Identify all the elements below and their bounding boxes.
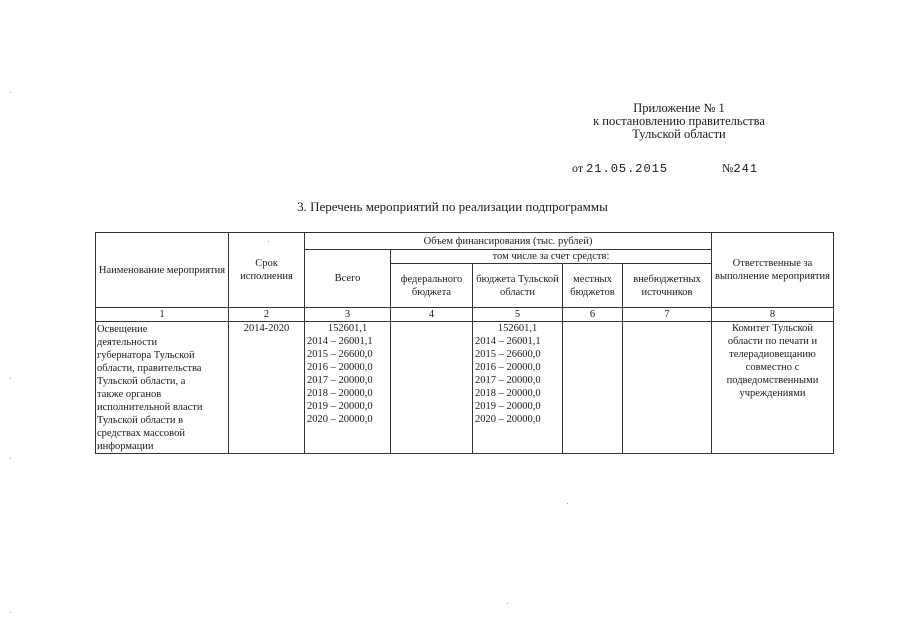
- regional-line: 2019 – 20000,0: [475, 401, 541, 412]
- decree-date: 21.05.2015: [586, 162, 669, 176]
- responsible-line: области по печати и: [727, 336, 818, 347]
- header-regional: бюджета Тульской области: [473, 264, 563, 308]
- total-line: 2016 – 20000,0: [307, 362, 373, 373]
- regional-line: 2017 – 20000,0: [475, 375, 541, 386]
- responsible-cell: [712, 322, 834, 454]
- regional-line: 152601,1: [497, 323, 538, 334]
- header-name: Наименование мероприятия: [96, 233, 229, 308]
- column-number-row: [96, 308, 834, 322]
- local-cell: [563, 322, 623, 454]
- total-line: 2015 – 26600,0: [307, 349, 373, 360]
- activity-name-cell: [96, 322, 229, 454]
- activity-name-line: также органов: [97, 389, 162, 400]
- scan-speck: [10, 458, 11, 459]
- total-line: 2017 – 20000,0: [307, 375, 373, 386]
- document-title: 3. Перечень мероприятий по реализации подпрограммы: [297, 199, 608, 214]
- offbudget-cell: [623, 322, 712, 454]
- scan-speck: [10, 612, 11, 613]
- responsible-line: телерадиовещанию: [729, 349, 816, 360]
- header-federal: федерального бюджета: [391, 264, 473, 308]
- regional-cell: [473, 322, 563, 454]
- scan-speck: [10, 378, 11, 379]
- header-responsible: Ответственные за выполнение мероприятия: [712, 233, 834, 308]
- activity-name-line: губернатора Тульской: [97, 350, 195, 361]
- appendix-line-1: Приложение № 1: [633, 101, 725, 115]
- activity-name-line: исполнительной власти: [97, 402, 203, 413]
- appendix-header: [548, 102, 810, 141]
- column-number: 5: [473, 308, 563, 322]
- regional-line: 2016 – 20000,0: [475, 362, 541, 373]
- appendix-line-3: Тульской области: [632, 127, 726, 141]
- column-number: 8: [712, 308, 834, 322]
- scan-speck: [507, 603, 508, 604]
- regional-line: 2018 – 20000,0: [475, 388, 541, 399]
- activity-name-line: Освещение: [97, 324, 148, 335]
- scan-speck: [567, 503, 568, 504]
- regional-line: 2020 – 20000,0: [475, 414, 541, 425]
- header-including: том числе за счет средств:: [391, 250, 712, 264]
- column-number: 2: [229, 308, 305, 322]
- responsible-line: подведомственными: [726, 375, 819, 386]
- total-cell: [305, 322, 391, 454]
- responsible-line: Комитет Тульской: [731, 323, 814, 334]
- responsible-line: совместно с: [745, 362, 800, 373]
- activities-table: [95, 232, 834, 454]
- decree-number: 241: [733, 162, 759, 176]
- number-sign: №: [722, 161, 734, 175]
- scan-speck: [10, 92, 11, 93]
- total-line: 2014 – 26001,1: [307, 336, 373, 347]
- header-offbudget: внебюджетных источников: [623, 264, 712, 308]
- activity-name-line: Тульской области в: [97, 415, 184, 426]
- regional-line: 2014 – 26001,1: [475, 336, 541, 347]
- header-term: Срок исполнения: [229, 233, 305, 308]
- term-cell: 2014-2020: [229, 322, 305, 454]
- table-row: [96, 322, 834, 454]
- header-total: Всего: [305, 250, 391, 308]
- appendix-line-2: к постановлению правительства: [593, 114, 765, 128]
- total-line: 2019 – 20000,0: [307, 401, 373, 412]
- column-number: 7: [623, 308, 712, 322]
- column-number: 1: [96, 308, 229, 322]
- column-number: 4: [391, 308, 473, 322]
- activity-name-line: области, правительства: [97, 363, 202, 374]
- column-number: 6: [563, 308, 623, 322]
- header-local: местных бюджетов: [563, 264, 623, 308]
- decree-number-block: [722, 161, 758, 176]
- scan-speck: [268, 241, 269, 242]
- total-line: 2018 – 20000,0: [307, 388, 373, 399]
- federal-cell: [391, 322, 473, 454]
- column-number: 3: [305, 308, 391, 322]
- regional-line: 2015 – 26600,0: [475, 349, 541, 360]
- activity-name-line: средствах массовой: [97, 428, 185, 439]
- activity-name-line: деятельности: [97, 337, 158, 348]
- total-line: 2020 – 20000,0: [307, 414, 373, 425]
- total-line: 152601,1: [327, 323, 368, 334]
- responsible-line: учреждениями: [739, 388, 806, 399]
- header-funding: Объем финансирования (тыс. рублей): [305, 233, 712, 250]
- activity-name-line: Тульской области, а: [97, 376, 186, 387]
- date-prefix: от: [572, 161, 584, 175]
- decree-date-line: [572, 161, 772, 176]
- activity-name-line: информации: [97, 441, 154, 452]
